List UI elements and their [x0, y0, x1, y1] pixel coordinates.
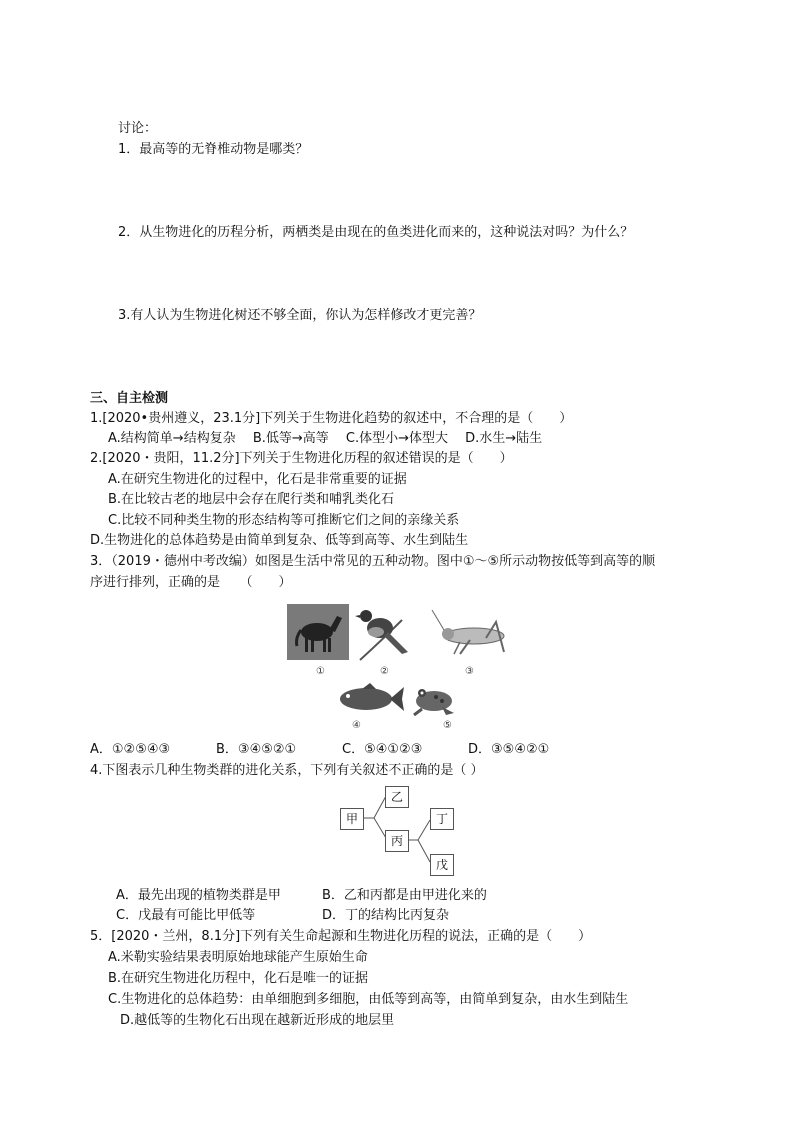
discussion-question-1: 1．最高等的无脊椎动物是哪类？ — [118, 142, 309, 157]
node-jia: 甲 — [340, 808, 364, 830]
q3-stem-line-2: 序进行排列，正确的是 （ ） — [90, 575, 292, 590]
q5-option-d: D.越低等的生物化石出现在越新近形成的地层里 — [120, 1013, 395, 1028]
q3-option-b: B．③④⑤②① — [216, 742, 297, 757]
section-title: 三、自主检测 — [90, 391, 169, 406]
q2-option-b: B.在比较古老的地层中会存在爬行类和哺乳类化石 — [108, 492, 395, 507]
q3-stem-line-1: 3．（2019・德州中考改编）如图是生活中常见的五种动物。图中①～⑤所示动物按低等到高等的顺 — [90, 554, 656, 569]
q2-option-a: A.在研究生物进化的过程中，化石是非常重要的证据 — [108, 472, 407, 487]
q4-option-b: B．乙和丙都是由甲进化来的 — [322, 888, 487, 903]
animal-label-3: ③ — [465, 666, 474, 677]
animal-label-4: ④ — [352, 720, 361, 731]
q4-stem: 4.下图表示几种生物类群的进化关系，下列有关叙述不正确的是（ ） — [90, 763, 484, 778]
horse-image — [287, 604, 349, 660]
node-bing: 丙 — [385, 830, 409, 852]
q3-option-a: A．①②⑤④③ — [90, 742, 171, 757]
q5-option-c: C.生物进化的总体趋势：由单细胞到多细胞，由低等到高等，由简单到复杂，由水生到陆生 — [108, 992, 629, 1007]
animal-label-1: ① — [316, 666, 325, 677]
bird-image — [352, 600, 414, 662]
frog-image — [406, 681, 458, 717]
q5-stem: 5．[2020・兰州，8.1分]下列有关生命起源和生物进化历程的说法，正确的是（ ） — [90, 929, 592, 944]
q2-stem: 2.[2020・贵阳，11.2分]下列关于生物进化历程的叙述错误的是（ ） — [90, 451, 513, 466]
node-ding: 丁 — [430, 808, 454, 830]
q4-option-c: C．戊最有可能比甲低等 — [116, 908, 256, 923]
node-yi: 乙 — [385, 786, 409, 808]
discussion-heading: 讨论： — [118, 121, 158, 136]
q4-option-a: A．最先出现的植物类群是甲 — [116, 888, 281, 903]
q5-option-a: A.米勒实验结果表明原始地球能产生原始生命 — [108, 950, 368, 965]
fish-image — [334, 681, 406, 717]
animal-label-2: ② — [380, 666, 389, 677]
q1-options: A.结构简单→结构复杂 B.低等→高等 C.体型小→体型大 D.水生→陆生 — [108, 431, 543, 446]
q4-option-d: D．丁的结构比丙复杂 — [322, 908, 450, 923]
q3-option-c: C．⑤④①②③ — [342, 742, 423, 757]
q2-option-d: D.生物进化的总体趋势是由简单到复杂、低等到高等、水生到陆生 — [90, 533, 469, 548]
animal-label-5: ⑤ — [443, 720, 452, 731]
q2-option-c: C.比较不同种类生物的形态结构等可推断它们之间的亲缘关系 — [108, 513, 460, 528]
discussion-question-2: 2．从生物进化的历程分析，两栖类是由现在的鱼类进化而来的，这种说法对吗？为什么？ — [118, 225, 634, 240]
discussion-question-3: 3.有人认为生物进化树还不够全面，你认为怎样修改才更完善？ — [118, 308, 482, 323]
node-wu: 戊 — [430, 854, 454, 876]
grasshopper-image — [430, 608, 510, 660]
q3-option-d: D．③⑤④②① — [468, 742, 550, 757]
q1-stem: 1.[2020•贵州遵义，23.1分]下列关于生物进化趋势的叙述中，不合理的是（ ） — [90, 411, 573, 426]
q5-option-b: B.在研究生物进化历程中，化石是唯一的证据 — [108, 971, 369, 986]
